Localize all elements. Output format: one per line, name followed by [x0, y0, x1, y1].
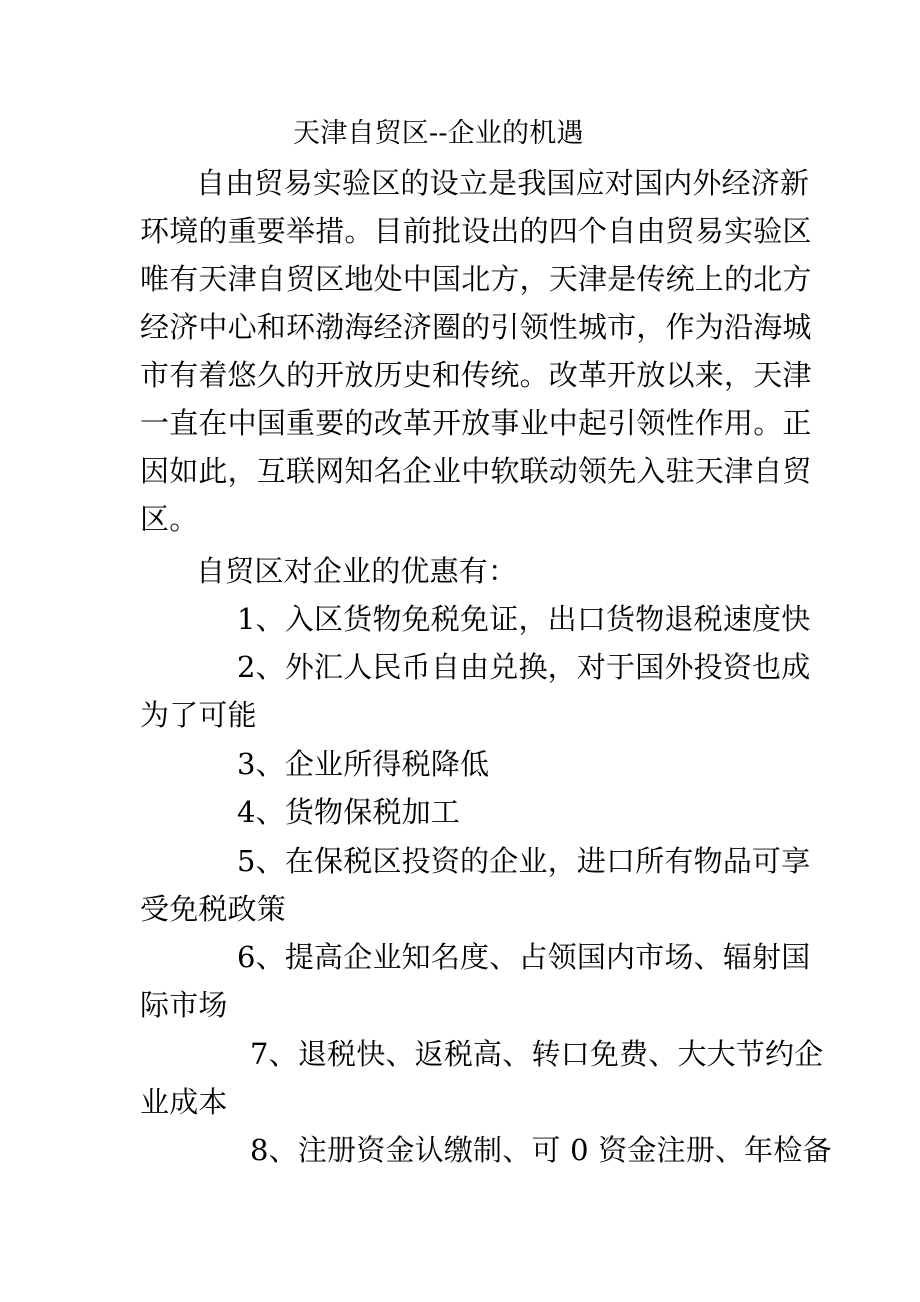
intro-line-8: 区。 [140, 502, 199, 536]
benefits-heading: 自贸区对企业的优惠有： [196, 554, 518, 588]
benefit-line-6-cont: 际市场 [140, 988, 228, 1022]
benefit-line-7-cont: 业成本 [140, 1085, 228, 1119]
benefit-line-1: 1、入区货物免税免证，出口货物退税速度快 [237, 602, 811, 636]
benefit-line-5: 5、在保税区投资的企业，进口所有物品可享 [237, 844, 811, 878]
intro-line-7: 因如此，互联网知名企业中软联动领先入驻天津自贸 [140, 454, 812, 488]
benefit-line-5-cont: 受免税政策 [140, 892, 287, 926]
document-title: 天津自贸区--企业的机遇 [293, 118, 584, 149]
benefit-line-2-cont: 为了可能 [140, 698, 257, 732]
intro-line-3: 唯有天津自贸区地处中国北方，天津是传统上的北方 [140, 262, 812, 296]
intro-line-4: 经济中心和环渤海经济圈的引领性城市，作为沿海城 [140, 310, 812, 344]
intro-line-2: 环境的重要举措。目前批设出的四个自由贸易实验区 [140, 214, 812, 248]
benefit-line-7: 7、退税快、返税高、转口免费、大大节约企 [250, 1037, 824, 1071]
benefit-line-3: 3、企业所得税降低 [237, 747, 490, 781]
intro-line-5: 市有着悠久的开放历史和传统。改革开放以来，天津 [140, 358, 812, 392]
intro-line-1: 自由贸易实验区的设立是我国应对国内外经济新 [196, 166, 810, 200]
benefit-line-4: 4、货物保税加工 [237, 795, 461, 829]
benefit-line-8: 8、注册资金认缴制、可 0 资金注册、年检备 [250, 1133, 832, 1167]
intro-line-6: 一直在中国重要的改革开放事业中起引领性作用。正 [140, 406, 812, 440]
benefit-line-2: 2、外汇人民币自由兑换，对于国外投资也成 [237, 650, 811, 684]
benefit-line-6: 6、提高企业知名度、占领国内市场、辐射国 [237, 940, 811, 974]
